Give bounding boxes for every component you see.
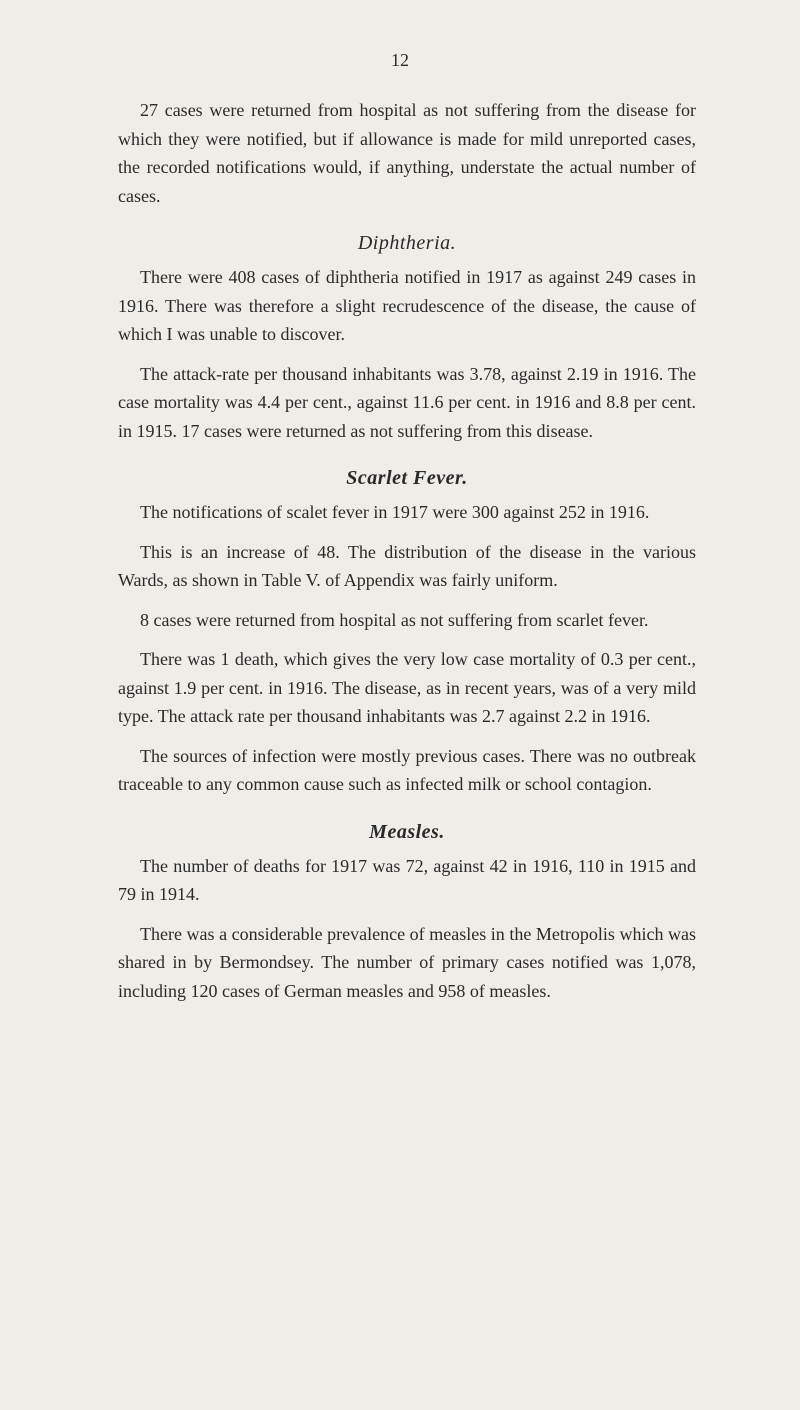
page-number: 12 — [391, 50, 409, 70]
paragraph: There was a considerable prevalence of measles in the Metropolis which was shared in by Bermondsey. The number of primary cases notified was 1,078, including 120 cases of German measles and 958 of measles. — [118, 923, 696, 1001]
section-heading-measles: Measles. — [369, 820, 445, 843]
section-heading-diphtheria: Diphtheria. — [357, 232, 457, 254]
paragraph: This is an increase of 48. The distribution of the disease in the various Wards, as shown in Table V. of Appendix was fairly uniform. — [118, 541, 696, 590]
paragraph: The attack-rate per thousand inhabitants was 3.78, against 2.19 in 1916. The case mortality was 4.4 per cent., against 11.6 per cent. in 1916 and 8.8 per cent. in 1915. 17 cases were returned as not suffering from this disease. — [118, 363, 696, 441]
text-column — [118, 96, 696, 1016]
paragraph: The number of deaths for 1917 was 72, against 42 in 1916, 110 in 1915 and 79 in 1914. — [118, 855, 696, 904]
paragraph: The notifications of scalet fever in 1917 were 300 against 252 in 1916. — [140, 502, 650, 522]
section-heading-scarlet-fever: Scarlet Fever. — [346, 467, 468, 489]
paragraph: The sources of infection were mostly previous cases. There was no outbreak traceable to any common cause such as infected milk or school contagion. — [118, 745, 696, 794]
paragraph: There was 1 death, which gives the very low case mortality of 0.3 per cent., against 1.9 per cent. in 1916. The disease, as in recent years, was of a very mild type. The attack rate per thousand inhabitants was 2.7 against 2.2 in 1916. — [118, 649, 696, 726]
intro-paragraph: 27 cases were returned from hospital as not suffering from the disease for which they were notified, but if allowance is made for mild unreported cases, the recorded notifications would, if anything, understate the actual number of cases. — [118, 100, 696, 206]
paragraph: There were 408 cases of diphtheria notified in 1917 as against 249 cases in 1916. There was therefore a slight recrudescence of the disease, the cause of which I was unable to discover. — [118, 267, 696, 344]
paragraph: 8 cases were returned from hospital as not suffering from scarlet fever. — [140, 609, 649, 630]
